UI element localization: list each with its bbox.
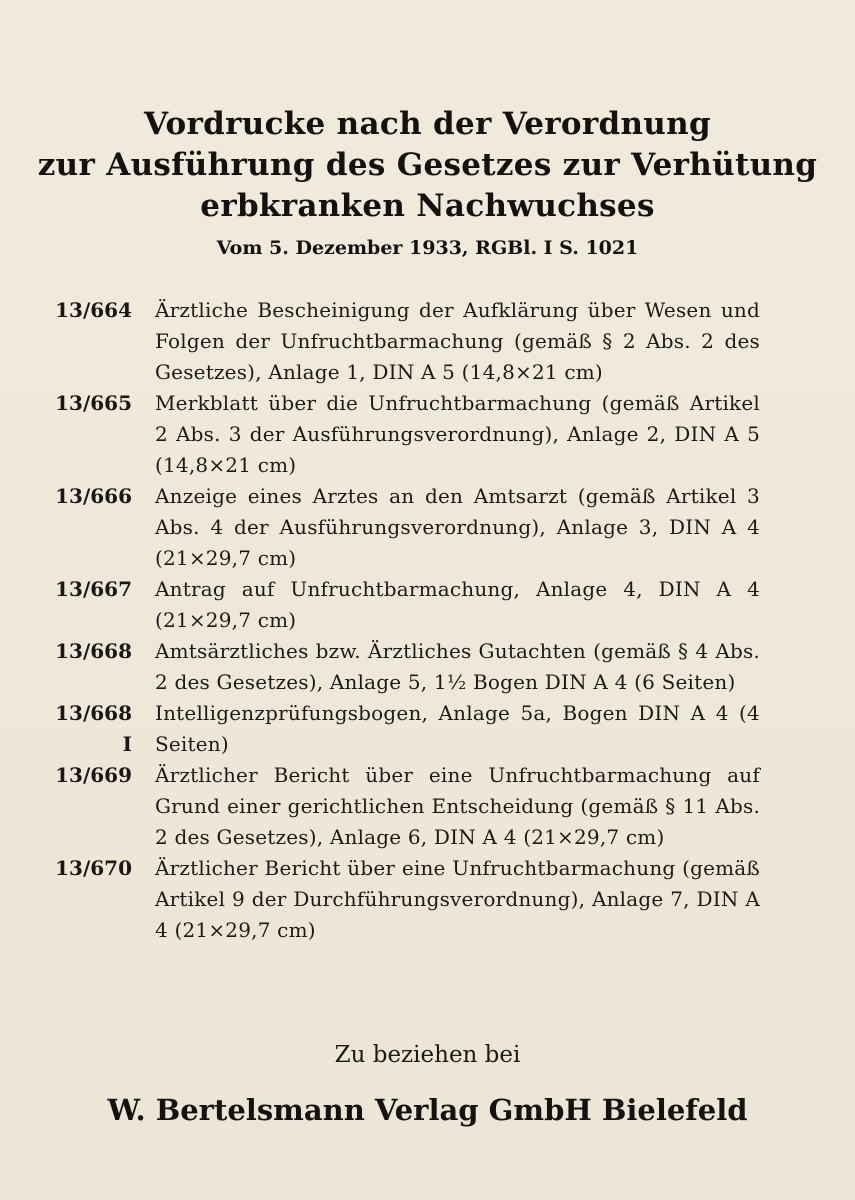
form-list	[40, 295, 760, 946]
title-line-1: Vordrucke nach der Verordnung	[144, 106, 711, 142]
list-item	[40, 698, 760, 760]
footer	[0, 1038, 855, 1130]
list-item	[40, 295, 760, 388]
list-item	[40, 388, 760, 481]
form-description: Merkblatt über die Unfruchtbarmachung (gemäß Artikel 2 Abs. 3 der Ausführungsverordnung), Anlage 2, DIN A 5 (14,8×21 cm)	[155, 391, 760, 477]
title-line-2: zur Ausführung des Gesetzes zur Verhütung	[37, 147, 818, 183]
form-number: 13/666	[55, 484, 132, 508]
form-description: Ärztliche Bescheinigung der Aufklärung über Wesen und Folgen der Unfruchtbarmachung (gemäß § 2 Abs. 2 des Gesetzes), Anlage 1, DIN A 5 (14,8×21 cm)	[155, 298, 760, 384]
publisher-name: W. Bertelsmann Verlag GmbH Bielefeld	[107, 1093, 748, 1127]
form-description: Ärztlicher Bericht über eine Unfruchtbarmachung (gemäß Artikel 9 der Durchführungsverordnung), Anlage 7, DIN A 4 (21×29,7 cm)	[155, 856, 760, 942]
list-item	[40, 636, 760, 698]
form-number: 13/668 I	[55, 701, 132, 756]
list-item	[40, 481, 760, 574]
form-description: Antrag auf Unfruchtbarmachung, Anlage 4, DIN A 4 (21×29,7 cm)	[155, 577, 760, 632]
form-number: 13/670	[55, 856, 132, 880]
list-item	[40, 574, 760, 636]
form-description: Intelligenzprüfungsbogen, Anlage 5a, Bogen DIN A 4 (4 Seiten)	[155, 701, 760, 756]
subtitle: Vom 5. Dezember 1933, RGBl. I S. 1021	[216, 237, 639, 259]
form-number: 13/668	[55, 639, 132, 663]
form-number: 13/664	[55, 298, 132, 322]
form-number: 13/665	[55, 391, 132, 415]
form-description: Ärztlicher Bericht über eine Unfruchtbarmachung auf Grund einer gerichtlichen Entscheidung (gemäß § 11 Abs. 2 des Gesetzes), Anlage 6, DIN A 4 (21×29,7 cm)	[155, 763, 760, 849]
heading	[0, 104, 855, 261]
list-item	[40, 760, 760, 853]
form-number: 13/667	[55, 577, 132, 601]
footer-intro: Zu beziehen bei	[334, 1042, 521, 1068]
form-description: Anzeige eines Arztes an den Amtsarzt (gemäß Artikel 3 Abs. 4 der Ausführungsverordnung), Anlage 3, DIN A 4 (21×29,7 cm)	[155, 484, 760, 570]
form-description: Amtsärztliches bzw. Ärztliches Gutachten (gemäß § 4 Abs. 2 des Gesetzes), Anlage 5, 1½ Bogen DIN A 4 (6 Seiten)	[155, 639, 760, 694]
list-item	[40, 853, 760, 946]
form-number: 13/669	[55, 763, 132, 787]
title-line-3: erbkranken Nachwuchses	[200, 188, 655, 224]
